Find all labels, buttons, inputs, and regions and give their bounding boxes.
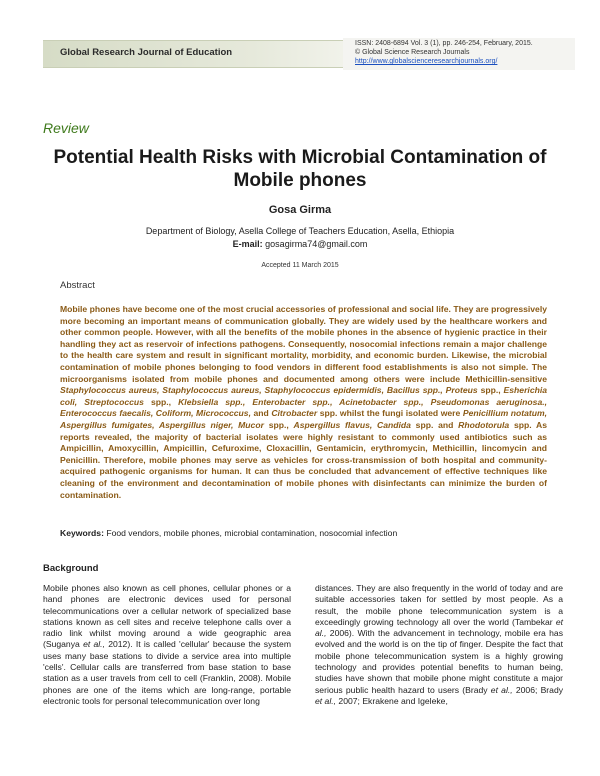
citation-etal: et al., [315,616,564,639]
email-label: E-mail: [232,239,263,249]
body-text: distances. They are also frequently in the world of today and are suitable accessories taken for settled by most people. As a result, the mobile phone telecommunication system is a exceedingly growing technology all over the world (Tambekar [315,583,563,627]
keywords-label: Keywords: [60,528,104,538]
abstract-text: spp. As reports revealed, the majority of bacterial isolates were highly resistant to commonly used antibiotics such as Ampicillin, Amoxycillin, Ampicillin, Cefuroxime, Cloxacillin, Gentamicin, erythromycin, Methicillin, lincomycin and Penicillin. Therefore, mobile phones may serve as vehicles for cross-transmission of both hospital and community-acquired pathogenic organisms for human. It can thus be concluded that advancement of effective techniques like cleaning of the environment and decontamination of mobile phones with disinfectants can minimize the burden of contamination. [60,419,548,500]
organism: Penicillium notatum, Aspergillus fumigates, Aspergillus niger, Mucor [60,408,548,430]
organism: Klebsiella spp., Enterobacter spp., Acinetobacter spp., Pseudomonas aeruginosa., Enterococcus faecalis, Coliform, Micrococcus, [60,396,548,419]
copyright-line: © Global Science Research Journals [355,49,470,56]
keywords [60,528,547,538]
section-heading-background: Background [43,563,99,574]
citation-etal: et al., [83,639,105,650]
accepted-date: Accepted 11 March 2015 [261,262,339,269]
issn-line: ISSN: 2408-6894 Vol. 3 (1), pp. 246-254, February, 2015. [355,40,533,47]
journal-url-link[interactable]: http://www.globalscienceresearchjournals.org/ [355,58,498,65]
journal-name: Global Research Journal of Education [60,47,233,58]
article-type: Review [43,120,89,136]
body-text: 2012). It is called 'cellular' because the system uses many base stations to divide a service area into multiple 'cells'. Cellular calls are transferred from base station to base station as a user travels from cell to cell (Franklin, 2008). Mobile phones are one of the items which are long-range, portable electronic tools for personal telecommunication over long [43,639,291,706]
body-column-left [43,583,291,707]
affiliation: Department of Biology, Asella College of Teachers Education, Asella, Ethiopia [145,226,455,236]
abstract-text: spp., [480,385,501,396]
body-text: 2007; Ekrakene and Igeleke, [338,695,448,706]
email-address[interactable]: gosagirma74@gmail.com [265,239,368,249]
organism: Aspergillus flavus, Candida [293,419,411,430]
abstract-text: and [253,408,269,419]
organism: Rhodotorula [458,419,510,430]
organism: Staphylococcus aureus, Staphylococcus epidermidis, Bacillus spp., Proteus [162,385,478,396]
organism: Citrobacter [271,408,318,419]
abstract-text: Mobile phones have become one of the most crucial accessories of professional and social life. They are progressively more becoming an important means of communication globally. They are widely used by the healthcare workers and other common people. However, with all the benefits of the mobile phones in the absence of hygienic practice in their handling they act as reservoir of infections pathogens. Consequently, nosocomial infections remain a major challenge to the health care system and result in significant mortality, morbidity, and economic burden. Likewise, the microbial contamination of mobile phones belonging to food vendors in different food establishments is also not simple. The microorganisms isolated from mobile phones and documented among others were include Methicillin-sensitive [60,304,547,384]
abstract-text: spp., [268,419,289,430]
organism: Esherichia coli, Streptococcus [60,385,548,407]
article-title: Potential Health Risks with Microbial Contamination of Mobile phones [53,147,547,191]
author-name: Gosa Girma [268,204,332,216]
abstract-text: spp., [150,396,172,407]
body-text: 2006; Brady [515,684,564,695]
body-text: 2006). With the advancement in technology, mobile era has evolved and the world is on the tip of finger. Despite the fact that mobile phone telecommunication system is a highly growing technology and provides potential benefits to human being, studies have shown that mobile phone might constitute a major serious public health hazard to users (Brady [315,628,564,695]
email-line [0,239,600,249]
citation-etal: et al., [490,684,513,695]
citation-etal: et al., [315,695,337,706]
abstract-label: Abstract [60,280,95,291]
abstract-text: spp. whilst the fungi isolated were [319,408,461,419]
abstract-text: spp. and [415,419,454,430]
abstract-body [60,304,547,501]
organism: Staphylococcus aureus, [60,385,160,396]
keywords-list: Food vendors, mobile phones, microbial contamination, nosocomial infection [106,528,398,538]
body-column-right [315,583,563,707]
body-text: Mobile phones also known as cell phones, cellular phones or a hand phones are electronic devices used for personal telecommunications over a cellular network of specialized base stations known as cell sites and receive telephone calls over a radio link whilst moving around a wide geographic area (Suganya [43,583,291,650]
